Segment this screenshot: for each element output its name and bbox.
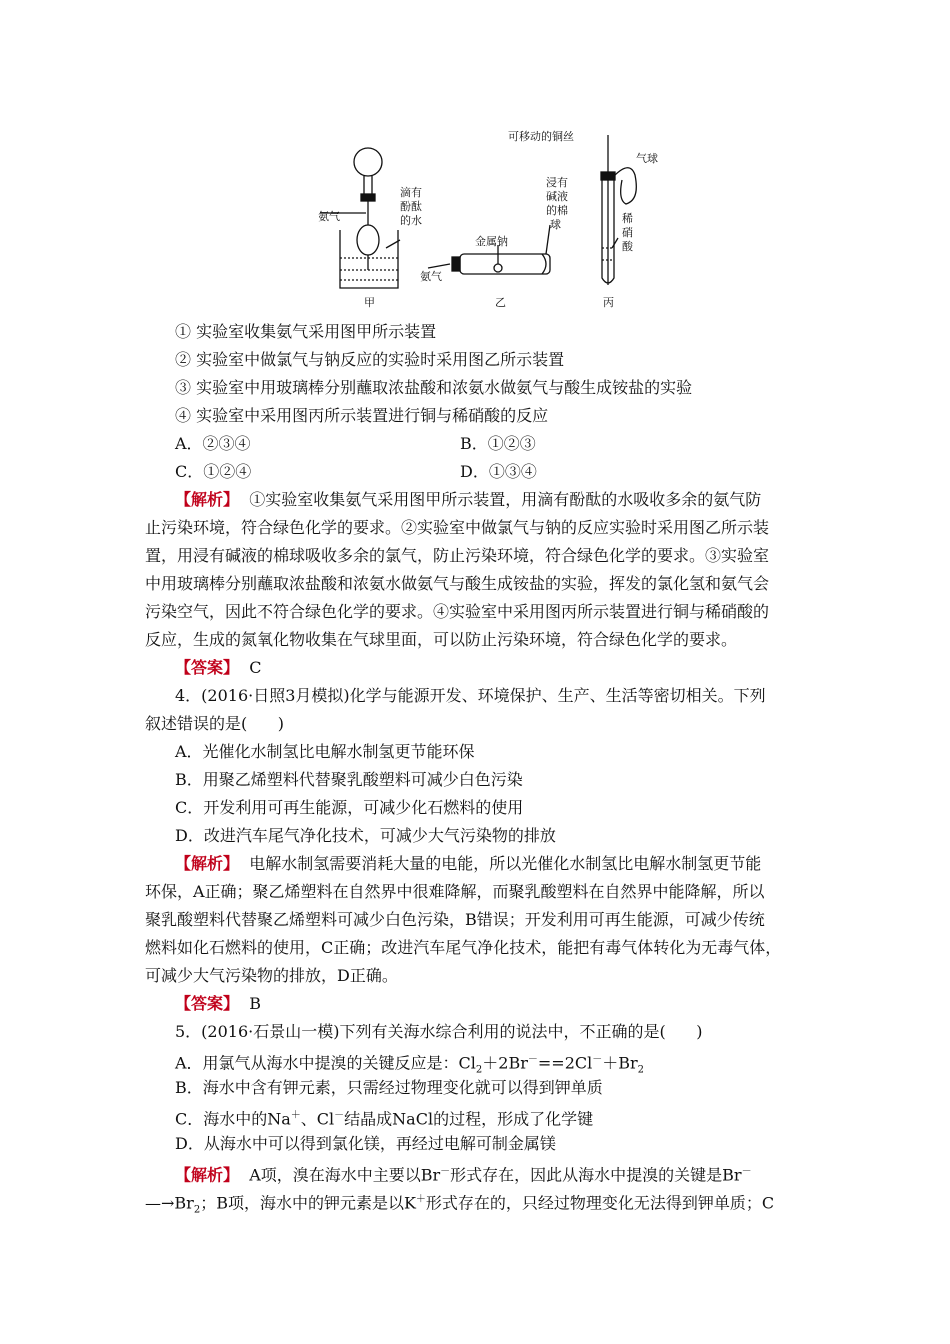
apparatus-bing [601, 135, 636, 285]
q4-option-d: D．改进汽车尾气净化技术，可减少大气污染物的排放 [175, 826, 556, 845]
analysis-tag: 【解析】 [175, 854, 240, 873]
answer-value: B [239, 994, 261, 1013]
q3-options-row-1 [145, 430, 825, 458]
q3-analysis-line-6: 反应，生成的氮氧化物收集在气球里面，可以防止污染环境，符合绿色化学的要求。 [145, 630, 738, 649]
label-bing: 丙 [603, 296, 614, 309]
label-jia: 甲 [364, 296, 375, 309]
superscript: － [440, 1166, 451, 1177]
text-segment: ；B项，海水中的钾元素是以K [200, 1193, 416, 1213]
label-yi: 乙 [495, 296, 506, 309]
q4-stem-line-2: 叙述错误的是( ) [145, 714, 285, 733]
label-nitric-3: 酸 [622, 240, 633, 253]
q4-analysis-line-4: 燃料如化石燃料的使用，C正确；改进汽车尾气净化技术，能把有毒气体转化为无毒气体， [145, 938, 782, 957]
label-ammonia-yi: 氨气 [420, 270, 442, 283]
text-segment: A项，溴在海水中主要以Br [239, 1165, 441, 1185]
q4-answer [145, 990, 825, 1018]
text-segment: 形式存在的，只经过物理变化无法得到钾单质；C [425, 1193, 775, 1213]
text-segment: 结晶成NaCl的过程，形成了化学键 [344, 1109, 594, 1129]
superscript: － [592, 1054, 603, 1065]
answer-value: C [239, 658, 262, 677]
q4-stem-line-1: 4．(2016·日照3月模拟)化学与能源开发、环境保护、生产、生活等密切相关。下列 [175, 686, 766, 705]
analysis-tag: 【解析】 [175, 490, 240, 509]
q3-analysis-line-1 [145, 486, 825, 514]
superscript: － [527, 1054, 538, 1065]
q5-option-d: D．从海水中可以得到氯化镁，再经过电解可制金属镁 [175, 1134, 556, 1153]
label-balloon: 气球 [636, 152, 658, 165]
text-segment: ＋2Br [482, 1053, 528, 1073]
answer-tag: 【答案】 [175, 994, 240, 1013]
label-ammonia-jia: 氨气 [318, 210, 340, 223]
q4-analysis-line-3: 聚乳酸塑料代替聚乙烯塑料可减少白色污染，B错误；开发利用可再生能源，可减少传统 [145, 910, 765, 929]
superscript: － [334, 1110, 345, 1121]
statement-1: ① 实验室收集氨气采用图甲所示装置 [175, 322, 437, 341]
apparatus-yi [428, 225, 550, 274]
apparatus-diagram [300, 120, 660, 320]
superscript: － [741, 1166, 752, 1177]
q3-option-a: A．②③④ [175, 434, 251, 453]
text-segment: 形式存在，因此从海水中提溴的关键是Br [450, 1165, 742, 1185]
label-copper-wire: 可移动的铜丝 [508, 130, 574, 143]
analysis-text: ①实验室收集氨气采用图甲所示装置，用滴有酚酞的水吸收多余的氨气防 [239, 490, 762, 509]
q3-analysis-line-3: 置，用浸有碱液的棉球吸收多余的氯气，防止污染环境，符合绿色化学的要求。③实验室 [145, 546, 770, 565]
label-nitric-1: 稀 [622, 212, 633, 225]
q5-analysis-line-2 [145, 1186, 825, 1214]
label-phenol-3: 的水 [400, 214, 422, 227]
text-segment: C．海水中的Na [175, 1109, 291, 1129]
q3-analysis-line-5: 污染空气，因此不符合绿色化学的要求。④实验室中采用图丙所示装置进行铜与稀硝酸的 [145, 602, 770, 621]
q4-option-a: A．光催化水制氢比电解水制氢更节能环保 [175, 742, 475, 761]
superscript: ＋ [415, 1194, 426, 1205]
text-segment: —→Br [145, 1193, 194, 1213]
answer-tag: 【答案】 [175, 658, 240, 677]
subscript: 2 [637, 1064, 645, 1076]
analysis-tag: 【解析】 [175, 1165, 240, 1185]
subscript: 2 [475, 1064, 483, 1076]
statement-3: ③ 实验室中用玻璃棒分别蘸取浓盐酸和浓氨水做氨气与酸生成铵盐的实验 [175, 378, 693, 397]
q5-option-c [145, 1102, 825, 1130]
q4-option-b: B．用聚乙烯塑料代替聚乳酸塑料可减少白色污染 [175, 770, 523, 789]
q3-analysis-line-2: 止污染环境，符合绿色化学的要求。②实验室中做氯气与钠的反应实验时采用图乙所示装 [145, 518, 770, 537]
q4-analysis-line-2: 环保，A正确；聚乙烯塑料在自然界中很难降解，而聚乳酸塑料在自然界中能降解，所以 [145, 882, 765, 901]
text-segment: A．用氯气从海水中提溴的关键反应是：Cl [175, 1053, 476, 1073]
label-sodium: 金属钠 [475, 235, 508, 248]
subscript: 2 [193, 1204, 201, 1216]
label-nitric-2: 硝 [622, 226, 633, 239]
statement-2: ② 实验室中做氯气与钠反应的实验时采用图乙所示装置 [175, 350, 565, 369]
question-content [145, 318, 825, 1214]
q5-option-b: B．海水中含有钾元素，只需经过物理变化就可以得到钾单质 [175, 1078, 603, 1097]
q4-analysis-line-5: 可减少大气污染物的排放，D正确。 [145, 966, 398, 985]
q3-analysis-line-4: 中用玻璃棒分别蘸取浓盐酸和浓氨水做氨气与酸生成铵盐的实验，挥发的氯化氢和氨气会 [145, 574, 770, 593]
label-cotton-2: 碱液 [546, 190, 568, 203]
q5-analysis-line-1 [145, 1158, 825, 1186]
q4-analysis-line-1 [145, 850, 825, 878]
q5-stem: 5．(2016·石景山一模)下列有关海水综合利用的说法中，不正确的是( ) [175, 1022, 703, 1041]
label-cotton-3: 的棉 [546, 204, 568, 217]
analysis-text: 电解水制氢需要消耗大量的电能，所以光催化水制氢比电解水制氢更节能 [239, 854, 762, 873]
q3-option-c: C．①②④ [175, 462, 252, 481]
q3-options-row-2 [145, 458, 825, 486]
statement-4: ④ 实验室中采用图丙所示装置进行铜与稀硝酸的反应 [175, 406, 549, 425]
superscript: ＋ [290, 1110, 301, 1121]
q4-option-c: C．开发利用可再生能源，可减少化石燃料的使用 [175, 798, 524, 817]
apparatus-figure [300, 120, 660, 320]
text-segment: ＋Br [602, 1053, 638, 1073]
q3-answer [145, 654, 825, 682]
label-phenol-2: 酚酞 [400, 200, 422, 213]
q5-option-a [145, 1046, 825, 1074]
text-segment: ==2Cl [537, 1053, 593, 1073]
label-cotton-1: 浸有 [546, 176, 568, 189]
label-cotton-4: 球 [550, 218, 561, 231]
q3-option-d: D．①③④ [460, 462, 537, 481]
text-segment: 、Cl [300, 1109, 335, 1129]
label-phenol-1: 滴有 [400, 186, 422, 199]
q3-option-b: B．①②③ [460, 434, 536, 453]
